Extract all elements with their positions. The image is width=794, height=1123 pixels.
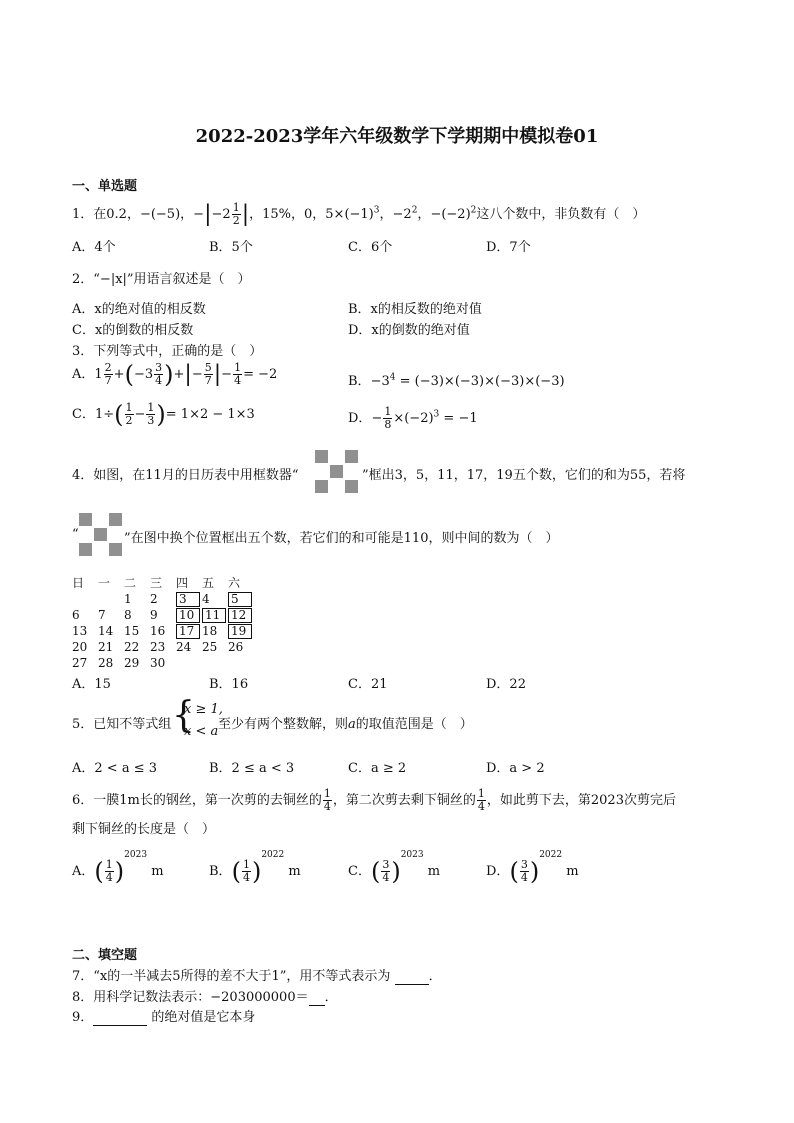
expr: = (−3)×(−3)×(−3)×(−3) xyxy=(395,374,565,389)
fraction xyxy=(154,362,163,387)
option-d: D．− $\frac{1}{8}$ $\times(-2)^3 = -1$ xyxy=(348,405,478,431)
calendar-row xyxy=(72,607,254,623)
option-a: A．15 xyxy=(72,677,111,692)
text: ，如此剪下去，第2023次剪完后 xyxy=(486,793,676,808)
calendar-cell: 9 xyxy=(150,608,158,622)
answer-blank[interactable] xyxy=(309,990,325,1006)
calendar-cell-boxed xyxy=(176,623,202,639)
calendar-cell-boxed xyxy=(228,623,254,639)
option-a: A．x的绝对值的相反数 xyxy=(72,302,206,317)
numerator: 1 xyxy=(105,858,113,871)
text: ， xyxy=(180,207,194,222)
option-a xyxy=(72,850,164,884)
unit: m xyxy=(151,864,164,879)
paren: ) xyxy=(529,857,540,886)
label: D． xyxy=(486,864,510,879)
numerator: 1 xyxy=(234,361,242,374)
option-b: B．16 xyxy=(209,677,249,692)
paren: ) xyxy=(156,400,166,429)
calendar-row xyxy=(72,639,254,655)
calendar-cell-boxed xyxy=(176,591,202,607)
weekday-header: 一 xyxy=(98,576,111,590)
denominator: 4 xyxy=(323,800,331,813)
option-b: B．2 ≤ a < 3 xyxy=(209,761,295,776)
text: 1÷ xyxy=(94,407,115,422)
exponent: 4 xyxy=(389,372,396,383)
calendar-cell: 25 xyxy=(202,640,218,654)
quote-open: “ xyxy=(72,527,79,542)
calendar-cell: 18 xyxy=(202,624,218,638)
calendar-cell xyxy=(202,655,228,671)
abs-bar: | xyxy=(204,201,212,227)
paren: ( xyxy=(231,857,241,886)
calendar-cell: 14 xyxy=(98,624,114,638)
weekday-header: 五 xyxy=(202,576,215,590)
calendar-cell: 27 xyxy=(72,656,88,670)
section-heading-single-choice: 一、单选题 xyxy=(72,179,138,194)
text: ，第二次剪去剩下铜丝的 xyxy=(332,793,476,808)
text: ， xyxy=(379,207,393,222)
calendar-row xyxy=(72,623,254,639)
option-a: A．1 $\frac{2}{7}$ +(−3 $\frac{3}{4}$ )+|− $\frac{5}{7}$ |− $\frac{1}{4}$ = −2 xyxy=(72,360,278,389)
calendar-cell: 15 xyxy=(124,624,140,638)
calendar-cell: 6 xyxy=(72,608,80,622)
label: A． xyxy=(72,367,95,382)
denominator: 4 xyxy=(242,871,250,884)
label: B． xyxy=(209,864,232,879)
exponent: 2 xyxy=(411,205,418,216)
text: 1 xyxy=(94,367,103,382)
question-4-stem-part3: ”在图中换个位置框出五个数，若它们的和可能是110，则中间的数为（ ） xyxy=(124,531,559,546)
expr: −(−2) xyxy=(430,207,471,222)
text: ． xyxy=(428,969,442,984)
boxed-number: 17 xyxy=(176,624,200,639)
calendar-cell: 22 xyxy=(124,640,140,654)
numerator: 5 xyxy=(204,361,212,374)
text: 7．“x的一半减去5所得的差不大于1”，用不等式表示为 xyxy=(72,969,391,984)
calendar-cell: 2 xyxy=(150,592,158,606)
question-4-stem-part2: ”框出3，5，11，17，19五个数，它们的和为55，若将 xyxy=(362,468,686,483)
exponent: 3 xyxy=(373,205,380,216)
paren: ) xyxy=(114,857,125,886)
text: 9． xyxy=(72,1010,94,1025)
calendar-row xyxy=(72,655,254,671)
text: − xyxy=(193,207,205,222)
fraction xyxy=(232,202,241,227)
option-b xyxy=(348,370,565,389)
fraction xyxy=(383,406,392,431)
paren: ) xyxy=(391,857,401,886)
calendar-cell: 30 xyxy=(150,656,166,670)
numerator: 3 xyxy=(382,858,390,871)
weekday-header: 四 xyxy=(176,576,189,590)
unit: m xyxy=(566,864,579,879)
calendar-cell-boxed xyxy=(176,607,202,623)
paren: ( xyxy=(94,857,104,886)
fraction xyxy=(105,859,114,884)
boxed-number: 11 xyxy=(202,608,226,623)
paren: ) xyxy=(164,360,174,389)
fraction xyxy=(204,362,213,387)
section-heading-fill-blank: 二、填空题 xyxy=(72,948,138,963)
question-8 xyxy=(72,986,338,1006)
text: − xyxy=(211,207,223,222)
expr: ×(−2) xyxy=(393,411,434,426)
paren: ( xyxy=(114,400,124,429)
question-2-stem xyxy=(72,268,251,287)
denominator: 4 xyxy=(382,871,390,884)
exponent: 3 xyxy=(433,409,440,420)
denominator: 4 xyxy=(520,871,528,884)
label: C． xyxy=(72,407,95,422)
exponent: 2 xyxy=(470,205,477,216)
calendar-cell: 1 xyxy=(124,592,132,606)
question-6-stem xyxy=(72,788,676,813)
option-b: B．x的相反数的绝对值 xyxy=(348,302,482,317)
numerator: 1 xyxy=(323,787,331,800)
text: 2．“ xyxy=(72,272,100,287)
calendar-cell xyxy=(228,655,254,671)
calendar-cell xyxy=(176,655,202,671)
abs-bar: | xyxy=(241,201,250,227)
option-c: C．x的倒数的相反数 xyxy=(72,323,194,338)
option-c: C．1÷( $\frac{1}{2}$ − $\frac{1}{3}$ )= 1×2 − 1×3 xyxy=(72,400,255,429)
paren: ( xyxy=(370,857,381,886)
question-6-stem-line2: 剩下铜丝的长度是（ ） xyxy=(72,822,216,837)
abs-bar: | xyxy=(213,361,222,387)
denominator: 4 xyxy=(155,374,163,387)
calendar-cell: 24 xyxy=(176,640,192,654)
inequality-2: x < a xyxy=(184,724,219,739)
text: 8．用科学记数法表示：−203000000＝ xyxy=(72,990,309,1005)
numerator: 3 xyxy=(520,858,528,871)
exponent: 2022 xyxy=(261,850,285,860)
text: = −1 xyxy=(439,411,478,426)
numerator: 1 xyxy=(477,787,485,800)
text: = 1×2 − 1×3 xyxy=(165,407,255,422)
label: C． xyxy=(348,864,371,879)
question-9 xyxy=(72,1006,255,1026)
denominator: 3 xyxy=(147,414,155,427)
exponent: 2023 xyxy=(124,850,148,860)
calendar-cell: 23 xyxy=(150,640,166,654)
calendar-cell: 28 xyxy=(98,656,114,670)
question-7 xyxy=(72,965,442,985)
calendar-cell: 26 xyxy=(228,640,244,654)
paren: ( xyxy=(509,857,519,886)
option-d: D．x的倒数的绝对值 xyxy=(348,323,470,338)
option-a: A．4个 xyxy=(72,240,116,255)
fraction xyxy=(146,402,155,427)
fraction xyxy=(381,859,390,884)
calendar-cell-boxed xyxy=(228,607,254,623)
option-d xyxy=(486,850,579,884)
numerator: 1 xyxy=(147,401,155,414)
label: D． xyxy=(348,411,372,426)
option-d: D．7个 xyxy=(486,240,531,255)
option-c xyxy=(348,850,440,884)
fraction xyxy=(520,859,529,884)
boxed-number: 10 xyxy=(176,608,200,623)
weekday-header: 三 xyxy=(150,576,163,590)
numerator: 1 xyxy=(125,401,133,414)
denominator: 2 xyxy=(125,414,133,427)
weekday-header: 六 xyxy=(228,576,241,590)
answer-blank[interactable] xyxy=(93,1010,147,1026)
expr: −2 xyxy=(392,207,412,222)
question-4-stem-part1: 4．如图，在11月的日历表中用框数器“ xyxy=(72,468,299,483)
unit: m xyxy=(427,864,441,879)
weekday-header: 日 xyxy=(72,576,85,590)
text: ”用语言叙述是（ ） xyxy=(126,272,251,287)
denominator: 8 xyxy=(384,418,392,431)
question-5-stem-part1: 5．已知不等式组 xyxy=(72,717,172,732)
numerator: 3 xyxy=(155,361,163,374)
text: 这八个数中，非负数有（ ） xyxy=(476,207,646,222)
option-a: A．2 < a ≤ 3 xyxy=(72,761,157,776)
calendar-row xyxy=(72,591,254,607)
text: 2 xyxy=(222,207,231,222)
expr: −|x| xyxy=(99,272,127,287)
option-b xyxy=(209,850,301,884)
text: 6．一膜1m长的钢丝，第一次剪的去铜丝的 xyxy=(72,793,322,808)
paren: ( xyxy=(124,360,134,389)
calendar-cell-boxed xyxy=(202,607,228,623)
numerator: 1 xyxy=(384,405,392,418)
denominator: 2 xyxy=(232,214,240,227)
calendar-table xyxy=(72,574,254,671)
calendar-cell: 20 xyxy=(72,640,88,654)
option-b: B．5个 xyxy=(209,240,253,255)
calendar-cell: 8 xyxy=(124,608,132,622)
option-d: D．a > 2 xyxy=(486,761,545,776)
question-1-stem xyxy=(72,202,645,227)
numerator: 1 xyxy=(232,201,240,214)
fraction xyxy=(233,362,242,387)
answer-blank[interactable] xyxy=(395,969,429,985)
denominator: 4 xyxy=(234,374,242,387)
fraction xyxy=(125,402,134,427)
calendar-cell: 29 xyxy=(124,656,140,670)
option-c: C．6个 xyxy=(348,240,393,255)
denominator: 7 xyxy=(104,374,112,387)
text: ． xyxy=(324,990,338,1005)
text: ， xyxy=(417,207,431,222)
option-c: C．21 xyxy=(348,677,388,692)
text: 1．在0.2， xyxy=(72,207,140,222)
page-title: 2022-2023学年六年级数学下学期期中模拟卷01 xyxy=(195,126,599,147)
brace: { xyxy=(172,695,195,736)
variable: a xyxy=(348,717,356,732)
boxed-number: 19 xyxy=(228,624,252,639)
fraction xyxy=(323,788,332,813)
paren: ) xyxy=(251,857,262,886)
text: = −2 xyxy=(243,367,278,382)
numerator: 1 xyxy=(242,858,250,871)
calendar-cell xyxy=(72,591,98,607)
boxed-number: 3 xyxy=(176,592,200,607)
expr: 5×(−1) xyxy=(325,207,374,222)
calendar-cell: 13 xyxy=(72,624,88,638)
weekday-header: 二 xyxy=(124,576,137,590)
denominator: 4 xyxy=(477,800,485,813)
exponent: 2022 xyxy=(539,850,563,860)
text: 的取值范围是（ ） xyxy=(355,717,473,732)
expr: −3 xyxy=(370,374,390,389)
question-3-stem: 3．下列等式中，正确的是（ ） xyxy=(72,344,263,359)
option-d: D．22 xyxy=(486,677,526,692)
fraction xyxy=(477,788,486,813)
boxed-number: 5 xyxy=(228,592,252,607)
inequality-1: x ≥ 1, xyxy=(184,702,223,717)
calendar-cell-boxed xyxy=(228,591,254,607)
denominator: 4 xyxy=(105,871,113,884)
text: 的绝对值是它本身 xyxy=(151,1010,256,1025)
expr: −(−5) xyxy=(139,207,181,222)
question-5-stem-part2 xyxy=(218,713,473,732)
text: ，15%，0， xyxy=(249,207,326,222)
calendar-header-row xyxy=(72,574,254,591)
abs-bar: | xyxy=(184,361,192,387)
text: −3 xyxy=(133,367,154,382)
denominator: 7 xyxy=(204,374,212,387)
calendar-cell xyxy=(98,591,124,607)
option-c: C．a ≥ 2 xyxy=(348,761,407,776)
calendar-cell: 7 xyxy=(98,608,106,622)
fraction xyxy=(242,859,251,884)
fraction xyxy=(104,362,113,387)
numerator: 2 xyxy=(104,361,112,374)
label: A． xyxy=(72,864,95,879)
unit: m xyxy=(288,864,301,879)
calendar-cell: 4 xyxy=(202,592,210,606)
boxed-number: 12 xyxy=(228,608,252,623)
text: 至少有两个整数解，则 xyxy=(218,717,349,732)
exponent: 2023 xyxy=(400,850,424,860)
label: B． xyxy=(348,374,371,389)
calendar-cell: 16 xyxy=(150,624,166,638)
calendar-cell: 21 xyxy=(98,640,114,654)
